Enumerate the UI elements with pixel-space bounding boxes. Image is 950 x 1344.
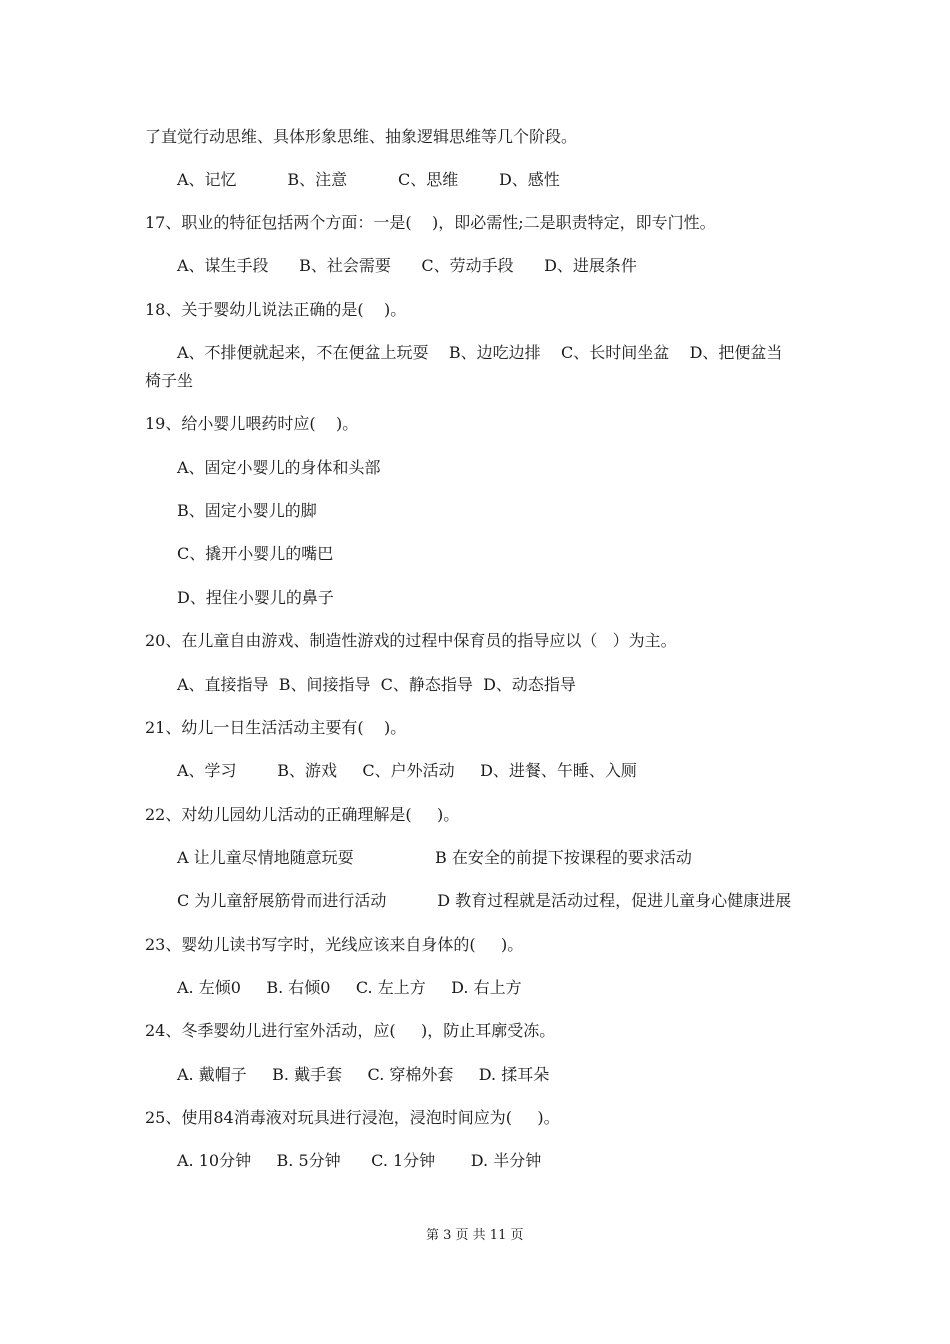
answer-options: A. 左倾0 B. 右倾0 C. 左上方 D. 右上方 bbox=[177, 978, 522, 997]
answer-options: A. 戴帽子 B. 戴手套 C. 穿棉外套 D. 揉耳朵 bbox=[177, 1065, 550, 1084]
answer-options: A、谋生手段 B、社会需要 C、劳动手段 D、进展条件 bbox=[177, 256, 637, 275]
answer-options: A、直接指导 B、间接指导 C、静态指导 D、动态指导 bbox=[177, 675, 576, 694]
answer-options: A、不排便就起来，不在便盆上玩耍 B、边吃边排 C、长时间坐盆 D、把便盆当 bbox=[177, 343, 783, 362]
answer-option-b: B、固定小婴儿的脚 bbox=[177, 501, 317, 520]
answer-options: A、学习 B、游戏 C、户外活动 D、进餐、午睡、入厕 bbox=[177, 761, 637, 780]
answer-option-d: D、捏住小婴儿的鼻子 bbox=[177, 588, 334, 607]
question-25: 25、使用84消毒液对玩具进行浸泡，浸泡时间应为( )。 bbox=[145, 1108, 560, 1127]
question-22: 22、对幼儿园幼儿活动的正确理解是( )。 bbox=[145, 805, 460, 824]
answer-options: C 为儿童舒展筋骨而进行活动 D 教育过程就是活动过程，促进儿童身心健康进展 bbox=[177, 891, 792, 910]
question-24: 24、冬季婴幼儿进行室外活动，应( )，防止耳廓受冻。 bbox=[145, 1021, 556, 1040]
answer-options: A、记忆 B、注意 C、思维 D、感性 bbox=[177, 170, 560, 189]
answer-options: A 让儿童尽情地随意玩耍 B 在安全的前提下按课程的要求活动 bbox=[177, 848, 692, 867]
question-20: 20、在儿童自由游戏、制造性游戏的过程中保育员的指导应以（ ）为主。 bbox=[145, 631, 677, 650]
question-18: 18、关于婴幼儿说法正确的是( )。 bbox=[145, 300, 407, 319]
question-21: 21、幼儿一日生活活动主要有( )。 bbox=[145, 718, 407, 737]
text-line: 椅子坐 bbox=[145, 371, 194, 390]
question-23: 23、婴幼儿读书写字时，光线应该来自身体的( )。 bbox=[145, 935, 524, 954]
question-19: 19、给小婴儿喂药时应( )。 bbox=[145, 414, 359, 433]
page-footer: 第 3 页 共 11 页 bbox=[426, 1228, 524, 1243]
answer-option-c: C、撬开小婴儿的嘴巴 bbox=[177, 544, 334, 563]
answer-options: A. 10分钟 B. 5分钟 C. 1分钟 D. 半分钟 bbox=[177, 1151, 542, 1170]
answer-option-a: A、固定小婴儿的身体和头部 bbox=[177, 458, 381, 477]
text-line: 了直觉行动思维、具体形象思维、抽象逻辑思维等几个阶段。 bbox=[145, 127, 578, 146]
question-17: 17、职业的特征包括两个方面：一是( )，即必需性;二是职责特定，即专门性。 bbox=[145, 213, 716, 232]
